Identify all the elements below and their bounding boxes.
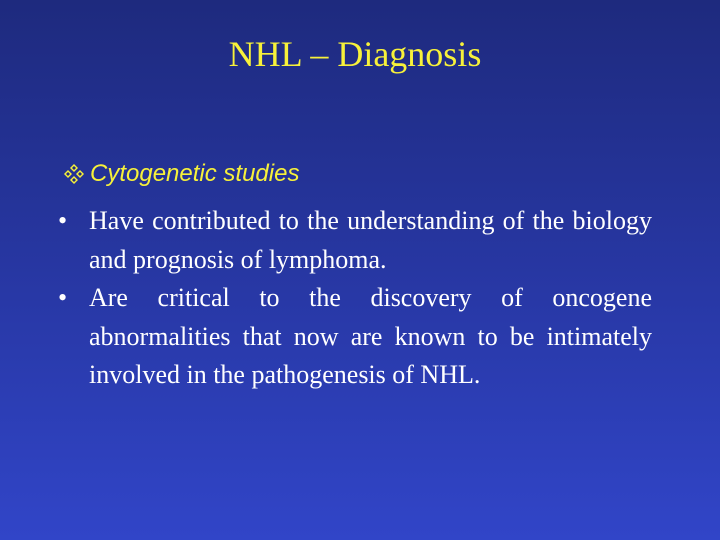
bullet-list <box>58 202 652 395</box>
bullet-text: Have contributed to the understanding of the biology and prognosis of lymphoma. <box>89 206 652 274</box>
bullet-item <box>58 202 652 279</box>
bullet-marker: • <box>58 206 68 235</box>
slide-title-text: NHL – Diagnosis <box>228 34 482 74</box>
bullet-item <box>58 279 652 395</box>
quad-diamond-icon <box>63 163 85 185</box>
bullet-text: Are critical to the discovery of oncogene abnormalities that now are known to be intimately involved in the pathogenesis of NHL. <box>89 283 652 389</box>
subheading: Cytogenetic studies <box>90 160 300 187</box>
bullet-marker: • <box>58 283 68 312</box>
slide-title <box>0 32 720 76</box>
